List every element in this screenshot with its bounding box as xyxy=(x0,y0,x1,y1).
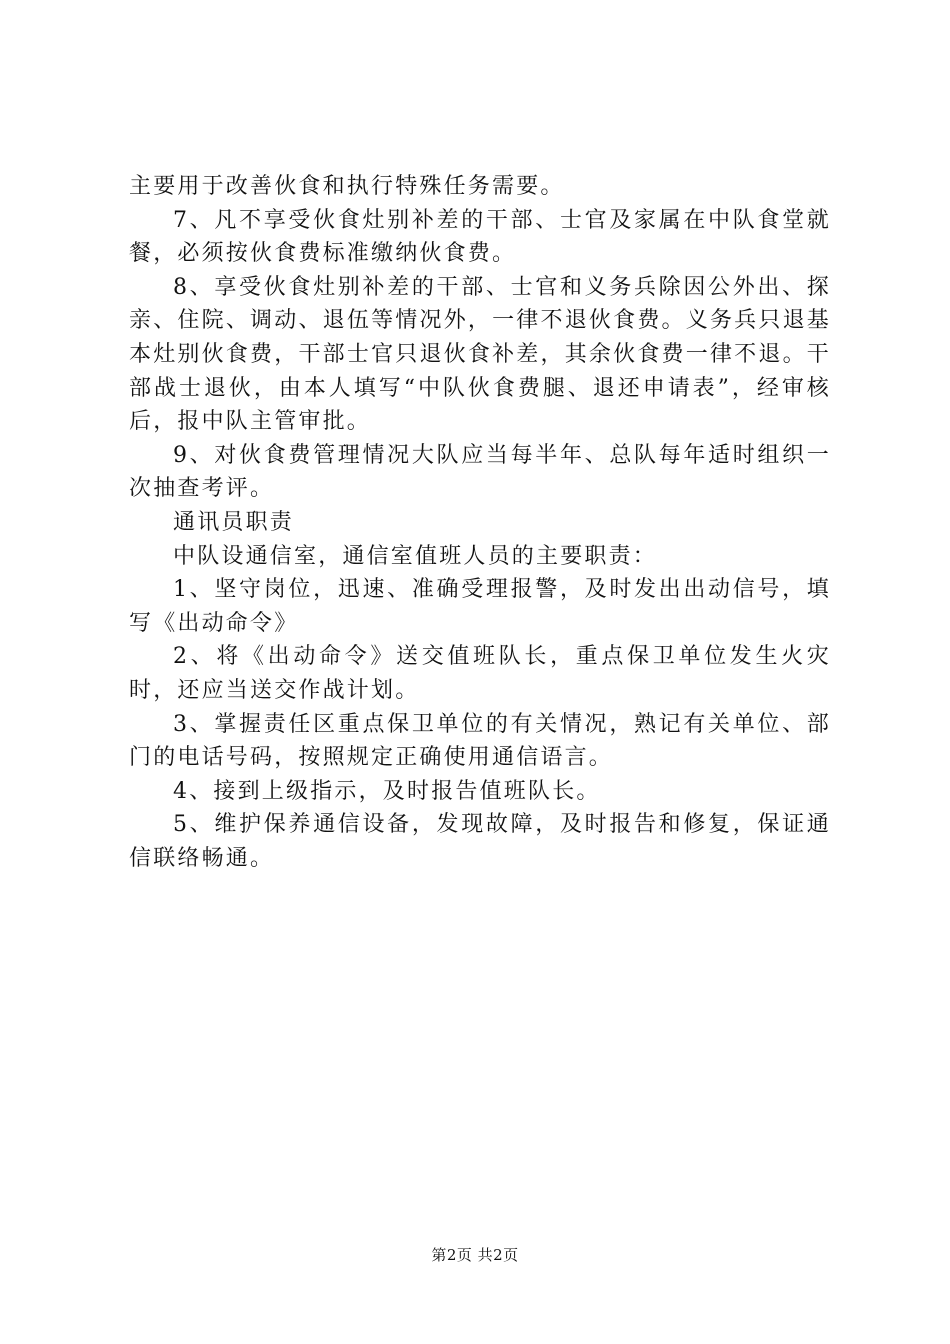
section-heading: 通讯员职责 xyxy=(173,509,295,535)
paragraph-item-8: 8、享受伙食灶别补差的干部、士官和义务兵除因公外出、探亲、住院、调动、退伍等情况外，一律不退伙食费。义务兵只退基本灶别伙食费，干部士官只退伙食补差，其余伙食费一律不退。干部战士退伙，由本人填写“中队伙食费腿、退还申请表”，经审核后，报中队主管审批。 xyxy=(129,274,831,435)
duty-item-2: 2、将《出动命令》送交值班队长，重点保卫单位发生火灾时，还应当送交作战计划。 xyxy=(129,644,831,703)
duty-item-4: 4、接到上级指示，及时报告值班队长。 xyxy=(173,778,601,804)
duty-item-5: 5、维护保养通信设备，发现故障，及时报告和修复，保证通信联络畅通。 xyxy=(129,812,831,871)
duty-item-1: 1、坚守岗位，迅速、准确受理报警，及时发出出动信号，填写《出动命令》 xyxy=(129,577,831,636)
paragraph-item-7: 7、凡不享受伙食灶别补差的干部、士官及家属在中队食堂就餐，必须按伙食费标准缴纳伙食费。 xyxy=(129,207,831,267)
duty-item-3: 3、掌握责任区重点保卫单位的有关情况，熟记有关单位、部门的电话号码，按照规定正确使用通信语言。 xyxy=(129,711,831,771)
document-body xyxy=(129,170,831,875)
page-number-footer: 第2页 共2页 xyxy=(431,1246,519,1264)
section-intro: 中队设通信室，通信室值班人员的主要职责： xyxy=(173,543,658,569)
paragraph-item-9: 9、对伙食费管理情况大队应当每半年、总队每年适时组织一次抽查考评。 xyxy=(129,442,831,502)
paragraph-continuation: 主要用于改善伙食和执行特殊任务需要。 xyxy=(129,174,565,199)
